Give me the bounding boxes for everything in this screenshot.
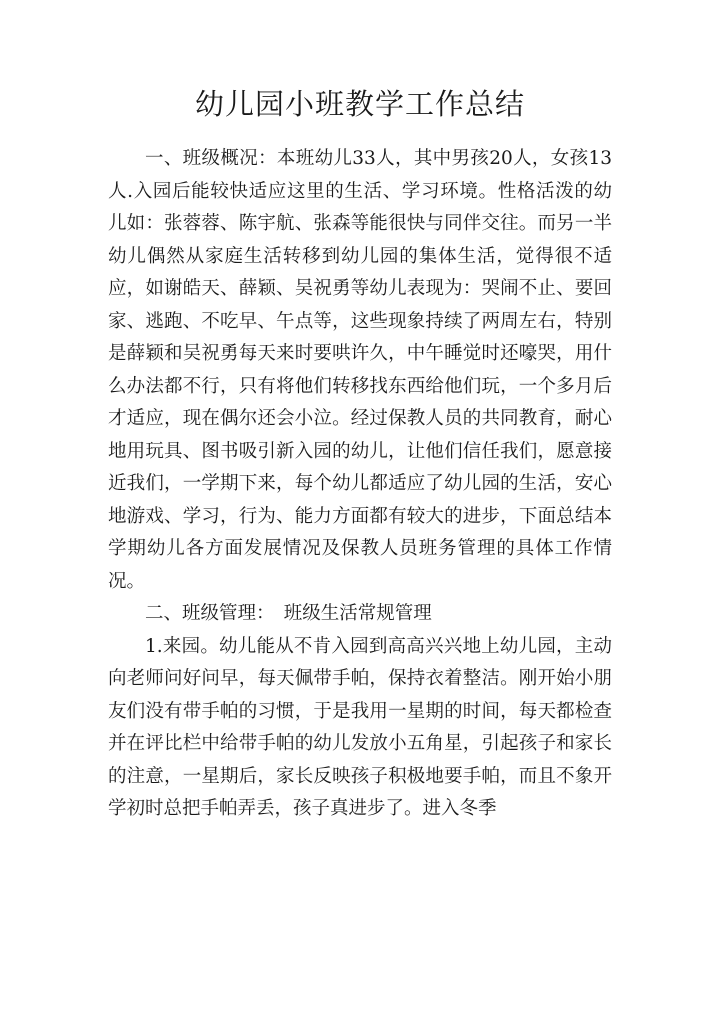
document-title: 幼儿园小班教学工作总结	[194, 87, 525, 121]
paragraph-class-overview: 一、班级概况：本班幼儿33人，其中男孩20人，女孩13人.入园后能较快适应这里的生活、学习环境。性格活泼的幼儿如：张蓉蓉、陈宇航、张森等能很快与同伴交往。而另一半幼儿偶然从家庭生活转移到幼儿园的集体生活，觉得很不适应，如谢皓天、薛颖、吴祝勇等幼儿表现为：哭闹不止、要回家、逃跑、不吃早、午点等，这些现象持续了两周左右，特别是薛颖和吴祝勇每天来时要哄许久，中午睡觉时还嚎哭，用什么办法都不行，只有将他们转移找东西给他们玩，一个多月后才适应，现在偶尔还会小泣。经过保教人员的共同教育，耐心地用玩具、图书吸引新入园的幼儿，让他们信任我们，愿意接近我们，一学期下来，每个幼儿都适应了幼儿园的生活，安心地游戏、学习，行为、能力方面都有较大的进步，下面总结本学期幼儿各方面发展情况及保教人员班务管理的具体工作情况。	[108, 148, 612, 592]
document-body	[108, 143, 612, 826]
paragraph-arrival: 1.来园。幼儿能从不肯入园到高高兴兴地上幼儿园，主动向老师问好问早，每天佩带手帕，保持衣着整洁。刚开始小朋友们没有带手帕的习惯，于是我用一星期的时间，每天都检查并在评比栏中给带手帕的幼儿发放小五角星，引起孩子和家长的注意，一星期后，家长反映孩子积极地要手帕，而且不象开学初时总把手帕弄丢，孩子真进步了。进入冬季	[108, 635, 612, 819]
paragraph-class-management-heading: 二、班级管理： 班级生活常规管理	[145, 603, 432, 624]
